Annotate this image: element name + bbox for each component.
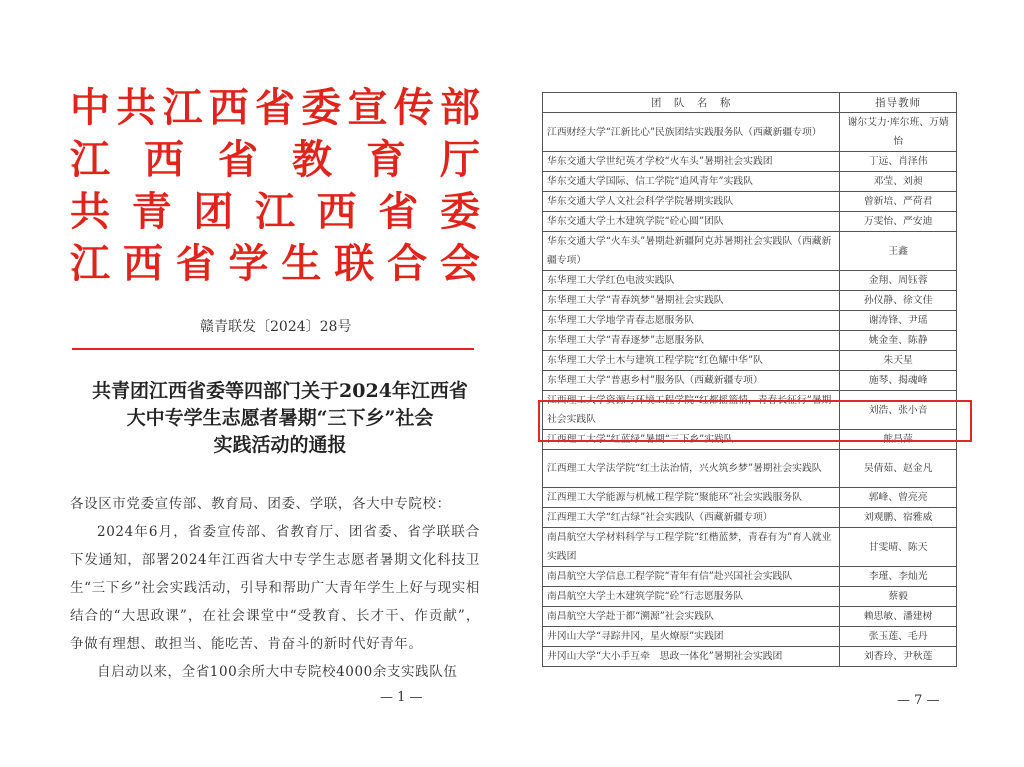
teacher-cell: 刘浩、张小音	[840, 391, 957, 430]
issuer-char: 省	[218, 136, 258, 183]
team-name-cell: 东华理工大学“青春筑梦”暑期社会实践队	[543, 291, 840, 311]
column-header-teacher: 指导教师	[840, 93, 957, 113]
table-row	[543, 567, 957, 587]
team-name-cell: 江西理工大学“红蓝绿”暑期“三下乡”实践队	[543, 430, 840, 450]
issuer-char: 西	[122, 240, 163, 287]
issuer-line	[70, 238, 480, 290]
team-name-cell: 南昌航空大学材料科学与工程学院“红楷蓝梦，青春有为”育人就业实践团	[543, 528, 840, 567]
page-number: — 7 —	[897, 693, 940, 708]
table-row	[543, 607, 957, 627]
table-row	[543, 331, 957, 351]
table-row	[543, 113, 957, 152]
title-line: 共青团江西省委等四部门关于2024年江西省	[92, 380, 468, 402]
table-row	[543, 371, 957, 391]
table-row	[543, 528, 957, 567]
issuer-line	[70, 134, 480, 186]
team-name-cell: 东华理工大学地学青春志愿服务队	[543, 311, 840, 331]
issuer-char: 江	[70, 240, 110, 287]
issuer-line	[70, 82, 480, 134]
body-paragraph: 自启动以来，全省100余所大中专院校4000余支实践队伍	[97, 664, 458, 680]
team-name-cell: 东华理工大学红色电波实践队	[543, 271, 840, 291]
issuer-char: 宣	[347, 84, 388, 131]
team-name-cell: 江西理工大学能源与机械工程学院“聚能环”社会实践服务队	[543, 488, 840, 508]
team-name-cell: 东华理工大学“青春逐梦”志愿服务队	[543, 331, 840, 351]
table-row	[543, 647, 957, 667]
table-row	[543, 212, 957, 232]
teacher-cell: 刘观鹏、宿雅威	[840, 508, 957, 528]
issuer-char: 共	[116, 84, 157, 131]
team-name-cell: 江西财经大学“江新比心”民族团结实践服务队（西藏新疆专项）	[543, 113, 840, 152]
issuer-char: 省	[255, 84, 295, 131]
teacher-cell: 丁远、肖泽伟	[840, 152, 957, 172]
issuer-char: 省	[175, 240, 216, 287]
teacher-cell: 吴倩茹、赵金凡	[840, 450, 957, 488]
issuer-char: 教	[292, 136, 332, 183]
team-name-cell: 江西理工大学法学院“红土法治情，兴火筑乡梦”暑期社会实践队	[543, 450, 840, 488]
teacher-cell: 刘香玲、尹秋莲	[840, 647, 957, 667]
team-name-cell: 东华理工大学土木与建筑工程学院“红色耀中华”队	[543, 351, 840, 371]
table-row	[543, 488, 957, 508]
issuer-char: 省	[378, 188, 419, 235]
team-name-cell: 华东交通大学国际、信工学院“追风青年”实践队	[543, 172, 840, 192]
teacher-cell: 赖思敏、潘建树	[840, 607, 957, 627]
teacher-cell: 张玉莲、毛丹	[840, 627, 957, 647]
issuer-char: 西	[316, 188, 357, 235]
teacher-cell: 朱天星	[840, 351, 957, 371]
teacher-cell: 王鑫	[840, 232, 957, 271]
issuer-char: 青	[131, 188, 172, 235]
teacher-cell: 甘雯晴、陈天	[840, 528, 957, 567]
title-line: 实践活动的通报	[213, 434, 347, 456]
teacher-cell: 姚金奎、陈静	[840, 331, 957, 351]
issuer-char: 共	[70, 188, 110, 235]
teacher-cell: 李瑾、李灿光	[840, 567, 957, 587]
table-row	[543, 311, 957, 331]
issuer-char: 部	[440, 84, 480, 131]
table-row	[543, 152, 957, 172]
issuer-char: 委	[301, 84, 342, 131]
table-row	[543, 391, 957, 430]
issuer-char: 中	[70, 84, 110, 131]
team-name-cell: 南昌航空大学土木建筑学院“砼”行志愿服务队	[543, 587, 840, 607]
issuer-header	[70, 82, 480, 290]
issuer-char: 厅	[440, 136, 480, 183]
teacher-cell: 谢尔艾力·库尔班、万婧怡	[840, 113, 957, 152]
issuer-char: 江	[162, 84, 203, 131]
table-row	[543, 627, 957, 647]
table-row	[543, 450, 957, 488]
red-divider	[72, 348, 474, 350]
teacher-cell: 郭峰、曾亮亮	[840, 488, 957, 508]
issuer-char: 育	[366, 136, 406, 183]
issuer-char: 西	[144, 136, 184, 183]
table-row	[543, 172, 957, 192]
teacher-cell: 曾新培、严荷君	[840, 192, 957, 212]
issuer-char: 联	[334, 240, 375, 287]
teacher-cell: 施琴、揭魂峰	[840, 371, 957, 391]
team-name-cell: 华东交通大学土木建筑学院“砼心圆”团队	[543, 212, 840, 232]
issuer-char: 生	[281, 240, 322, 287]
team-name-cell: 井冈山大学“寻踪井冈，星火燎原”实践团	[543, 627, 840, 647]
document-number: 赣青联发〔2024〕28号	[200, 319, 352, 335]
table-row	[543, 271, 957, 291]
teacher-cell: 金翔、周钰蓉	[840, 271, 957, 291]
table-row	[543, 587, 957, 607]
team-name-cell: 江西理工大学资源与环境工程学院“红都摇篮情，青春长征行”暑期社会实践队	[543, 391, 840, 430]
table-row	[543, 291, 957, 311]
issuer-char: 江	[70, 136, 110, 183]
issuer-char: 团	[193, 188, 234, 235]
page-number: — 1 —	[380, 690, 423, 705]
column-header-team: 团 队 名 称	[543, 93, 840, 113]
right-page	[512, 0, 1024, 767]
table-row	[543, 430, 957, 450]
teacher-cell: 孙仪静、徐文佳	[840, 291, 957, 311]
title-line: 大中专学生志愿者暑期“三下乡”社会	[126, 407, 434, 429]
teacher-cell: 谢涛锋、尹瑶	[840, 311, 957, 331]
issuer-char: 学	[228, 240, 269, 287]
table-row	[543, 351, 957, 371]
salutation: 各设区市党委宣传部、教育局、团委、学联，各大中专院校：	[70, 496, 451, 512]
team-name-cell: 华东交通大学世纪英才学校“火车头”暑期社会实践团	[543, 152, 840, 172]
team-table-body	[543, 113, 957, 667]
table-row	[543, 508, 957, 528]
teacher-cell: 熊昌萍	[840, 430, 957, 450]
issuer-char: 传	[393, 84, 434, 131]
issuer-char: 委	[439, 188, 480, 235]
team-table	[542, 92, 957, 667]
teacher-cell: 万雯怡、严安迪	[840, 212, 957, 232]
team-name-cell: 江西理工大学“红古绿”社会实践队（西藏新疆专项）	[543, 508, 840, 528]
issuer-line	[70, 186, 480, 238]
table-row	[543, 192, 957, 212]
issuer-char: 西	[208, 84, 249, 131]
table-header-row	[543, 93, 957, 113]
body-text	[70, 490, 480, 686]
document-title	[70, 378, 490, 459]
issuer-char: 会	[439, 240, 480, 287]
team-name-cell: 东华理工大学“普惠乡村”服务队（西藏新疆专项）	[543, 371, 840, 391]
teacher-cell: 蔡毅	[840, 587, 957, 607]
team-name-cell: 南昌航空大学赴于都“溯源”社会实践队	[543, 607, 840, 627]
teacher-cell: 邓莹、刘昶	[840, 172, 957, 192]
team-name-cell: 华东交通大学“火车头”暑期赴新疆阿克苏暑期社会实践队（西藏新疆专项）	[543, 232, 840, 271]
team-name-cell: 井冈山大学“大小手互牵 思政一体化”暑期社会实践团	[543, 647, 840, 667]
body-paragraph: 2024年6月，省委宣传部、省教育厅、团省委、省学联联合下发通知，部署2024年江西省大中专学生志愿者暑期文化科技卫生“三下乡”社会实践活动，引导和帮助广大青年学生上好与现实相结合的“大思政课”，在社会课堂中“受教育、长才干、作贡献”，争做有理想、敢担当、能吃苦、肯奋斗的新时代好青年。	[70, 524, 480, 652]
issuer-char: 江	[254, 188, 295, 235]
issuer-char: 合	[387, 240, 428, 287]
team-name-cell: 华东交通大学人文社会科学学院暑期实践队	[543, 192, 840, 212]
table-row	[543, 232, 957, 271]
team-name-cell: 南昌航空大学信息工程学院“青年有信”赴兴国社会实践队	[543, 567, 840, 587]
